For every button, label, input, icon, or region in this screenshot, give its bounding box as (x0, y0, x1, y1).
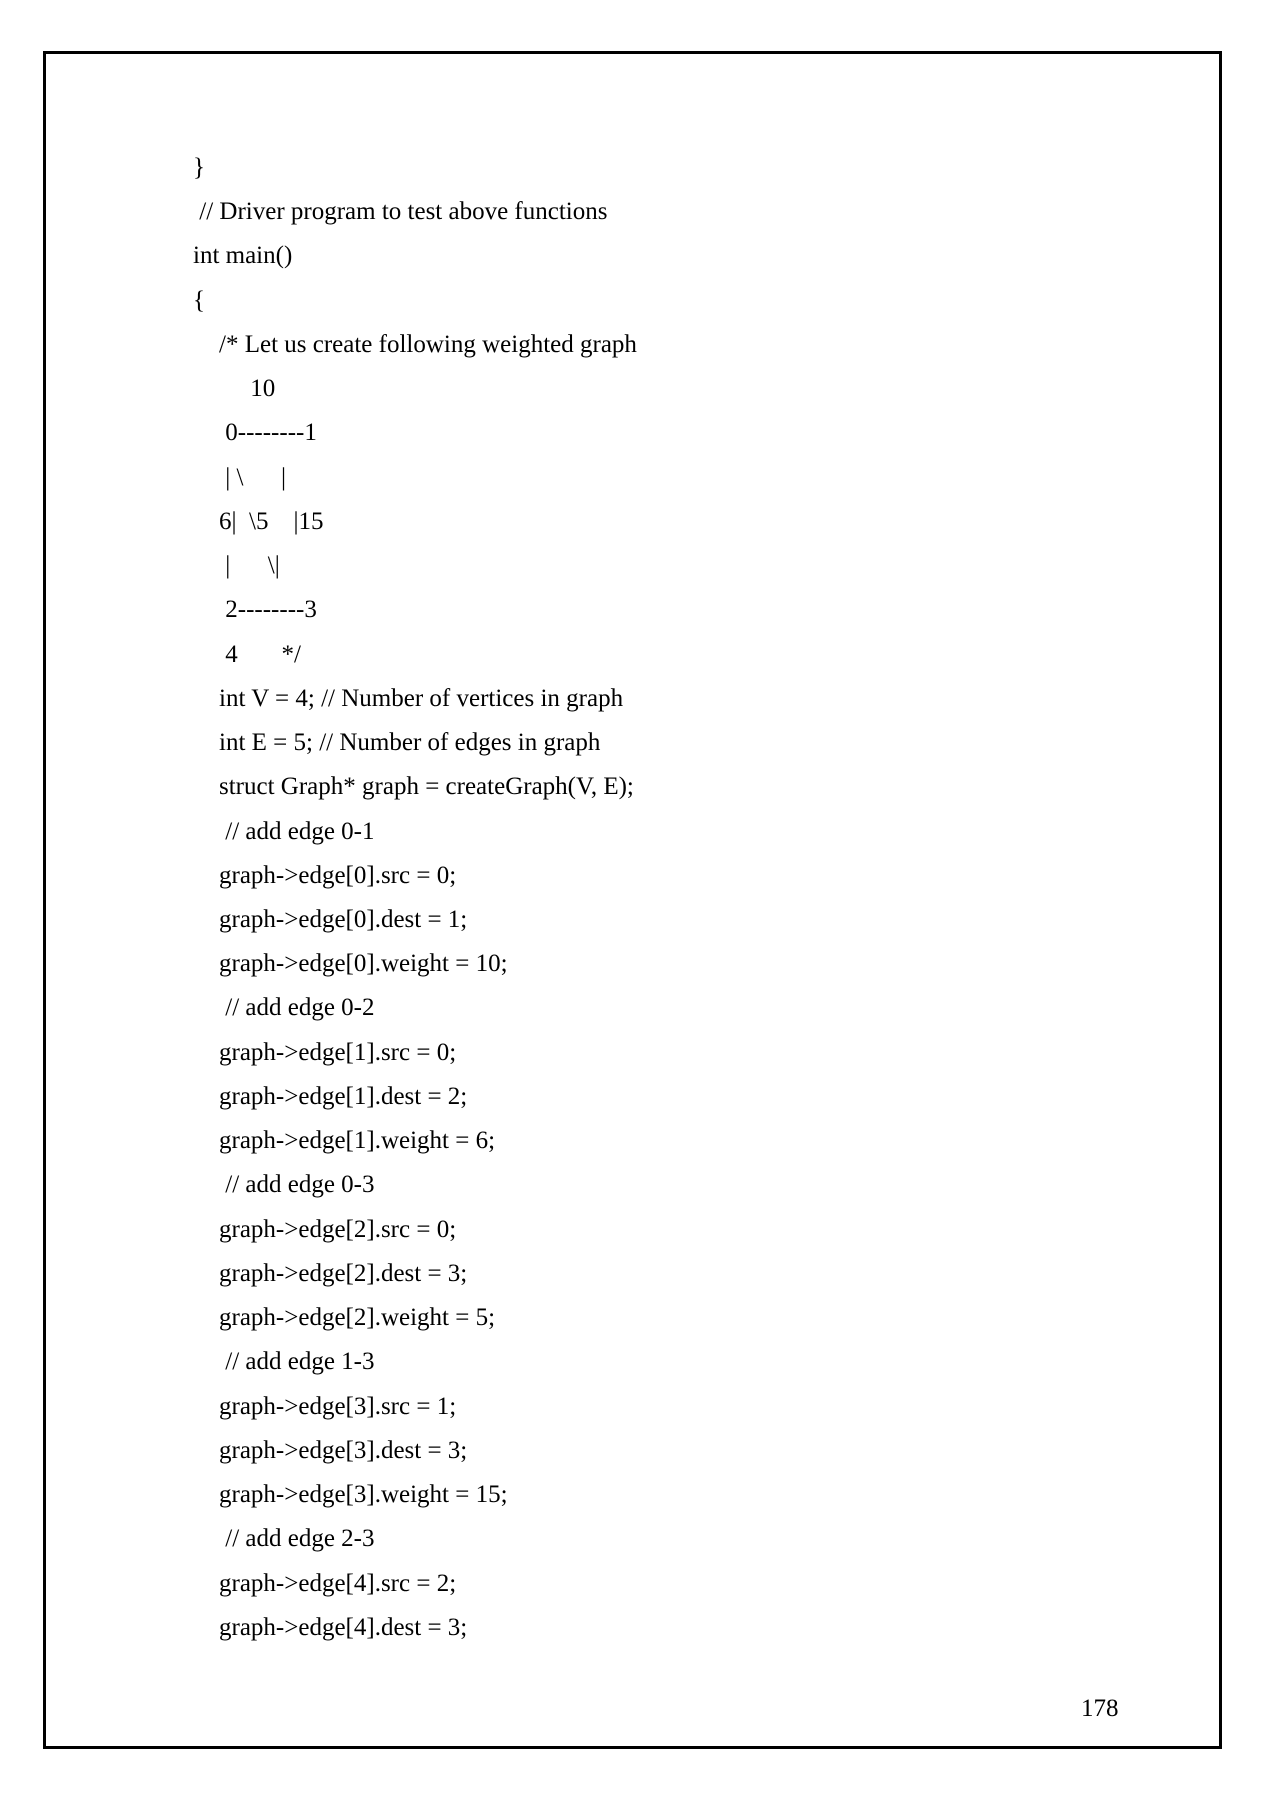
code-line: graph->edge[1].src = 0; (219, 1038, 457, 1066)
ascii-graph-line: 6| \5 |15 (219, 507, 324, 535)
code-line: graph->edge[3].src = 1; (219, 1392, 457, 1420)
code-comment: // add edge 2-3 (219, 1525, 375, 1553)
page-number: 178 (1081, 1695, 1119, 1722)
code-listing (193, 146, 637, 1650)
code-comment: // add edge 0-3 (219, 1171, 375, 1199)
code-line: int E = 5; // Number of edges in graph (219, 729, 601, 757)
code-line-opening-brace: { (193, 286, 205, 314)
code-line: struct Graph* graph = createGraph(V, E); (219, 773, 634, 801)
code-line: graph->edge[4].src = 2; (219, 1569, 457, 1597)
code-line: graph->edge[4].dest = 3; (219, 1613, 468, 1641)
code-line: graph->edge[0].src = 0; (219, 861, 457, 889)
code-comment: // add edge 1-3 (219, 1348, 375, 1376)
code-line: graph->edge[1].weight = 6; (219, 1127, 496, 1155)
code-line: graph->edge[1].dest = 2; (219, 1082, 468, 1110)
code-line-closing-brace: } (193, 154, 205, 181)
code-line: graph->edge[3].dest = 3; (219, 1436, 468, 1464)
code-line: graph->edge[3].weight = 15; (219, 1481, 508, 1509)
ascii-graph-line: | \| (219, 552, 280, 580)
code-line: graph->edge[2].weight = 5; (219, 1304, 496, 1332)
ascii-graph-line: 2--------3 (219, 596, 317, 624)
ascii-graph-line: 10 (219, 375, 276, 403)
ascii-graph-line: 0--------1 (219, 419, 317, 447)
code-comment-graph-intro: /* Let us create following weighted graph (219, 330, 637, 358)
ascii-graph-line: | \ | (219, 463, 286, 491)
code-line: graph->edge[2].dest = 3; (219, 1259, 468, 1287)
code-line: graph->edge[0].weight = 10; (219, 950, 508, 978)
code-line: int V = 4; // Number of vertices in graph (219, 684, 624, 712)
code-line: graph->edge[2].src = 0; (219, 1215, 457, 1243)
code-line-main-signature: int main() (193, 242, 293, 270)
code-comment: // add edge 0-2 (219, 994, 375, 1022)
code-comment: // add edge 0-1 (219, 817, 375, 845)
ascii-graph-line: 4 */ (219, 640, 301, 668)
code-comment-driver: // Driver program to test above functions (193, 198, 608, 226)
code-line: graph->edge[0].dest = 1; (219, 905, 468, 933)
